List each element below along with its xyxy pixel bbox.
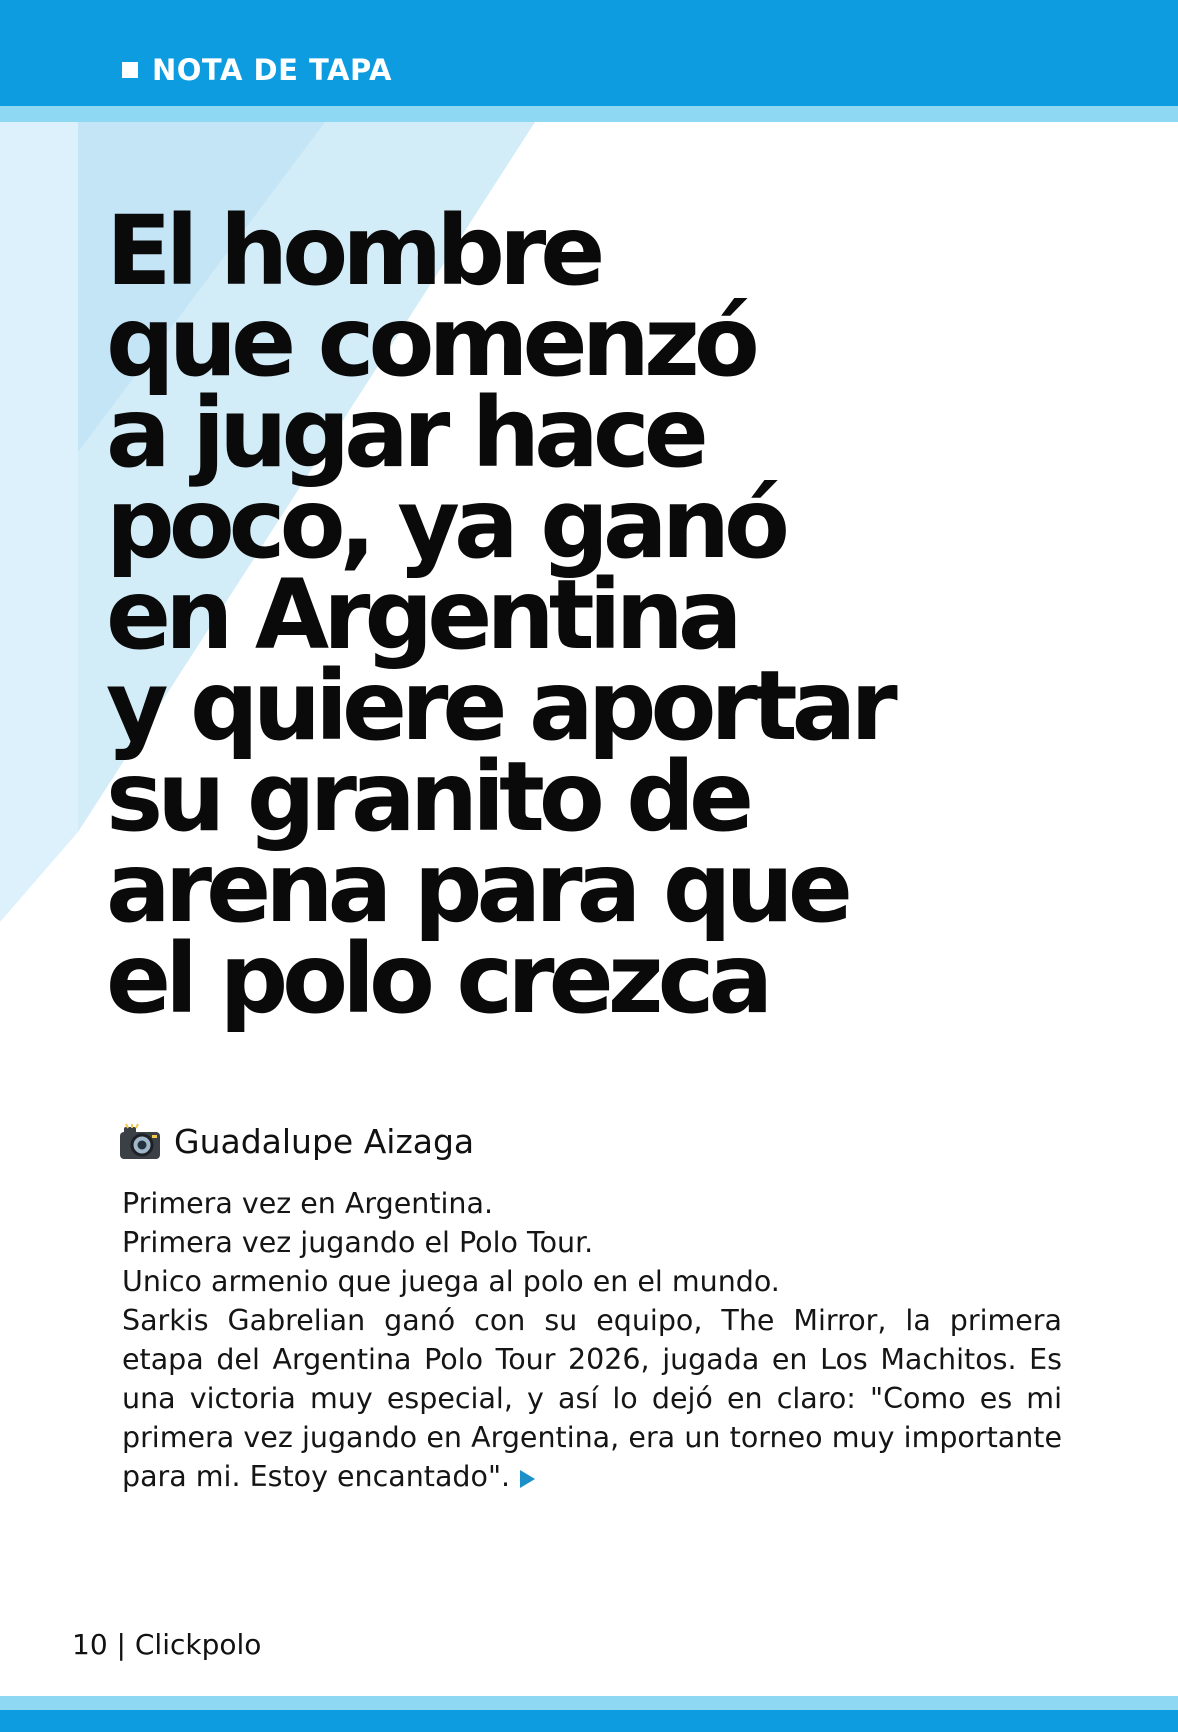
footer-accent-strip [0,1696,1178,1710]
camera-icon [118,1123,162,1161]
header-accent-strip [0,106,1178,122]
section-label: NOTA DE TAPA [152,53,392,87]
page-footer: 10 | Clickpolo [72,1628,262,1661]
article-body [122,1184,1062,1496]
body-paragraph [122,1301,1062,1496]
photo-credit [118,1122,474,1161]
square-bullet-icon [122,62,138,78]
body-line: Primera vez en Argentina. [122,1187,494,1220]
footer-bar [0,1710,1178,1732]
light-blue-band [0,122,78,922]
body-paragraph-text: Sarkis Gabrelian ganó con su equipo, The Mirror, la primera etapa del Argentina Polo Tour 2026, jugada en Los Machitos. Es una victoria muy especial, y así lo dejó en claro: "Como es mi primera vez jugando en Argentina, era un torneo muy importante para mi. Estoy encantado". [122,1304,1062,1493]
section-tag [122,52,392,88]
headline: El hombre que comenzó a jugar hace poco, ya ganó en Argentina y quiere aportar su granito de arena para que el polo crezca [106,195,892,1035]
body-line: Primera vez jugando el Polo Tour. [122,1226,594,1259]
triangle-right-icon [520,1470,535,1488]
photographer-name: Guadalupe Aizaga [174,1122,475,1161]
body-line: Unico armenio que juega al polo en el mundo. [122,1265,780,1298]
